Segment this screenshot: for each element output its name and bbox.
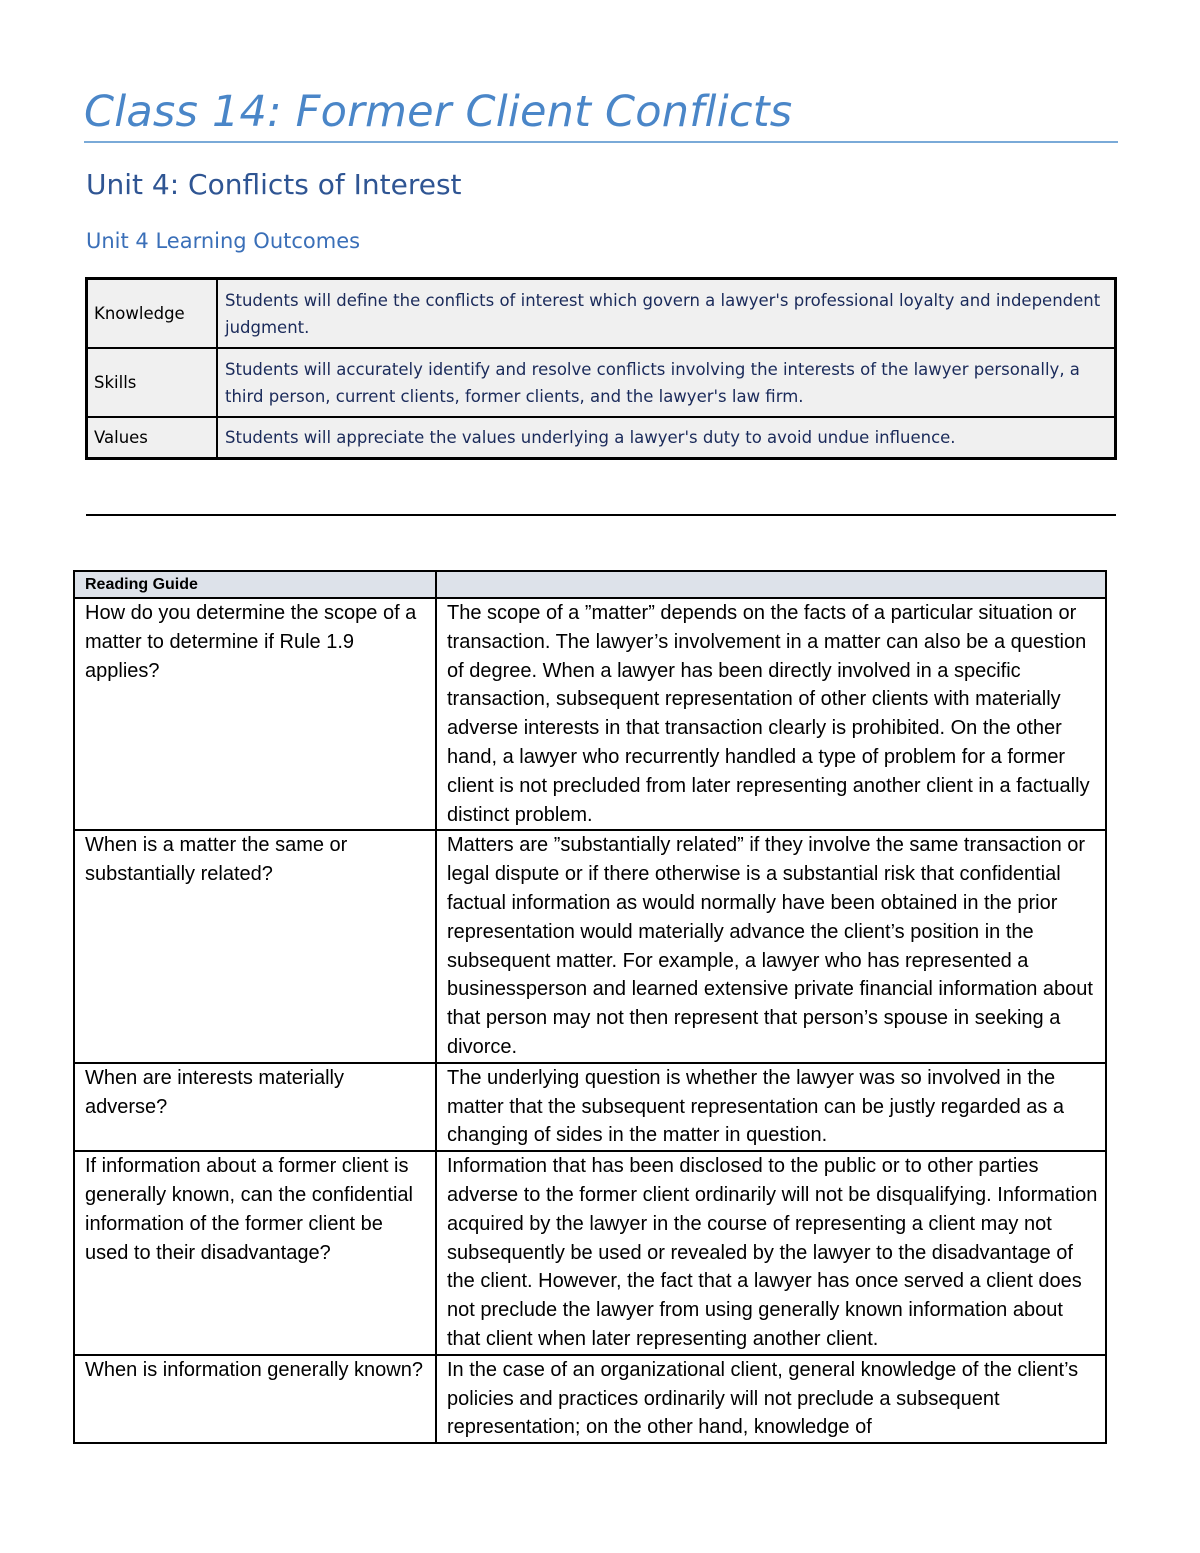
table-row [74, 830, 1106, 1062]
section-divider [86, 514, 1116, 516]
table-row [74, 598, 1106, 830]
table-row [74, 1063, 1106, 1151]
outcome-label: Values [87, 417, 218, 459]
outcome-row-values [87, 417, 1116, 459]
outcome-label: Knowledge [87, 279, 218, 349]
guide-answer: The scope of a ”matter” depends on the facts of a particular situation or transaction. The lawyer’s involvement in a matter can also be a question of degree. When a lawyer has been directly involved in a specific transaction, subsequent representation of other clients with materially adverse interests in that transaction clearly is prohibited. On the other hand, a lawyer who recurrently handled a type of problem for a former client is not precluded from later representing another client in a factually distinct problem. [436, 598, 1106, 830]
learning-outcomes-heading: Unit 4 Learning Outcomes [86, 229, 361, 253]
page-title: Class 14: Former Client Conflicts [84, 87, 793, 137]
guide-answer: Information that has been disclosed to the public or to other parties adverse to the former client ordinarily will not be disqualifying. Information acquired by the lawyer in the course of representing a client may not subsequently be used or revealed by the lawyer to the disadvantage of the client. However, the fact that a lawyer has once served a client does not preclude the lawyer from using generally known information about that client when later representing another client. [436, 1151, 1106, 1355]
guide-question: If information about a former client is generally known, can the confidential information of the former client be used to their disadvantage? [74, 1151, 436, 1355]
outcome-text: Students will define the conflicts of interest which govern a lawyer's professional loyalty and independent judgment. [217, 279, 1116, 349]
table-row [74, 1355, 1106, 1443]
reading-guide-header-row [74, 571, 1106, 598]
outcome-label: Skills [87, 348, 218, 417]
outcome-text: Students will appreciate the values underlying a lawyer's duty to avoid undue influence. [217, 417, 1116, 459]
guide-answer: Matters are ”substantially related” if they involve the same transaction or legal dispute or if there otherwise is a substantial risk that confidential factual information as would normally have been obtained in the prior representation would materially advance the client’s position in the subsequent matter. For example, a lawyer who has represented a businessperson and learned extensive private financial information about that person may not then represent that person’s spouse in seeking a divorce. [436, 830, 1106, 1062]
reading-guide-table [73, 570, 1107, 1444]
guide-question: When is information generally known? [74, 1355, 436, 1443]
outcome-text: Students will accurately identify and resolve conflicts involving the interests of the lawyer personally, a third person, current clients, former clients, and the lawyer's law firm. [217, 348, 1116, 417]
title-divider [84, 141, 1118, 143]
guide-question: When is a matter the same or substantially related? [74, 830, 436, 1062]
reading-guide-header-blank [436, 571, 1106, 598]
guide-answer: In the case of an organizational client, general knowledge of the client’s policies and practices ordinarily will not preclude a subsequent representation; on the other hand, knowledge of [436, 1355, 1106, 1443]
outcome-row-knowledge [87, 279, 1116, 349]
unit-heading: Unit 4: Conflicts of Interest [86, 168, 462, 201]
guide-question: How do you determine the scope of a matter to determine if Rule 1.9 applies? [74, 598, 436, 830]
guide-answer: The underlying question is whether the lawyer was so involved in the matter that the subsequent representation can be justly regarded as a changing of sides in the matter in question. [436, 1063, 1106, 1151]
table-row [74, 1151, 1106, 1355]
reading-guide-header: Reading Guide [74, 571, 436, 598]
outcome-row-skills [87, 348, 1116, 417]
guide-question: When are interests materially adverse? [74, 1063, 436, 1151]
learning-outcomes-table [85, 277, 1117, 460]
